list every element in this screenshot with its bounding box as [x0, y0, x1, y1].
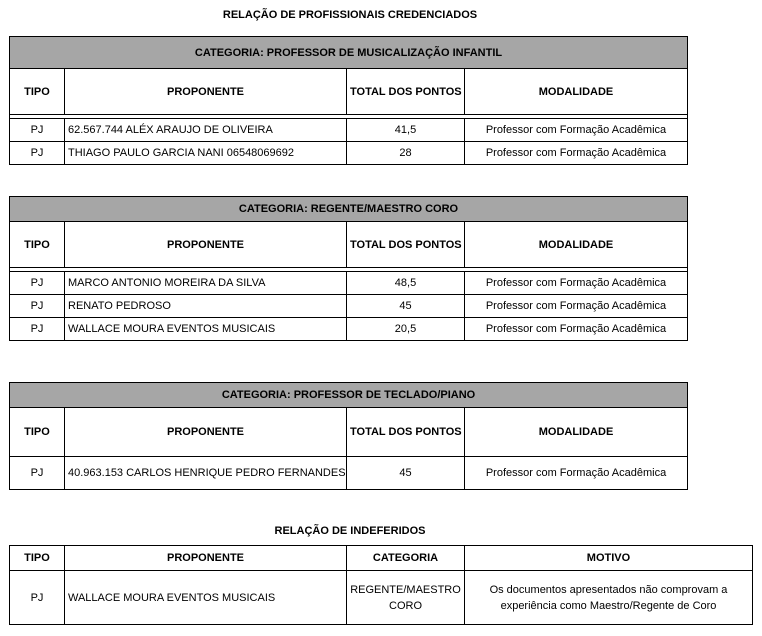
- cell-proponente: 40.963.153 CARLOS HENRIQUE PEDRO FERNANDES: [65, 457, 347, 490]
- cell-modalidade: Professor com Formação Acadêmica: [465, 318, 688, 341]
- cell-proponente: WALLACE MOURA EVENTOS MUSICAIS: [65, 571, 347, 625]
- column-header-total: TOTAL DOS PONTOS: [347, 408, 465, 457]
- table-row: [10, 318, 688, 341]
- column-header-tipo: TIPO: [10, 546, 65, 571]
- category-table-regente: [9, 196, 688, 341]
- cell-total: 45: [347, 295, 465, 318]
- category-table-teclado: [9, 382, 688, 490]
- cell-tipo: PJ: [10, 318, 65, 341]
- cell-motivo: Os documentos apresentados não comprovam a experiência como Maestro/Regente de Coro: [465, 571, 753, 625]
- cell-tipo: PJ: [10, 142, 65, 165]
- table-row: [10, 571, 753, 625]
- category-header: CATEGORIA: PROFESSOR DE TECLADO/PIANO: [10, 383, 688, 408]
- cell-modalidade: Professor com Formação Acadêmica: [465, 119, 688, 142]
- category-table-musicalizacao: [9, 36, 688, 165]
- table-row: [10, 142, 688, 165]
- cell-proponente: WALLACE MOURA EVENTOS MUSICAIS: [65, 318, 347, 341]
- cell-tipo: PJ: [10, 272, 65, 295]
- column-header-modalidade: MODALIDADE: [465, 69, 688, 115]
- cell-total: 20,5: [347, 318, 465, 341]
- column-header-proponente: PROPONENTE: [65, 546, 347, 571]
- column-header-modalidade: MODALIDADE: [465, 222, 688, 268]
- column-header-modalidade: MODALIDADE: [465, 408, 688, 457]
- table-row: [10, 295, 688, 318]
- cell-tipo: PJ: [10, 457, 65, 490]
- indeferidos-title: RELAÇÃO DE INDEFERIDOS: [274, 525, 426, 537]
- cell-total: 28: [347, 142, 465, 165]
- column-header-proponente: PROPONENTE: [65, 408, 347, 457]
- column-header-proponente: PROPONENTE: [65, 69, 347, 115]
- column-header-total: TOTAL DOS PONTOS: [347, 222, 465, 268]
- cell-total: 48,5: [347, 272, 465, 295]
- column-header-tipo: TIPO: [10, 408, 65, 457]
- cell-tipo: PJ: [10, 571, 65, 625]
- cell-total: 41,5: [347, 119, 465, 142]
- column-header-categoria: CATEGORIA: [347, 546, 465, 571]
- column-header-total: TOTAL DOS PONTOS: [347, 69, 465, 115]
- cell-categoria: REGENTE/MAESTRO CORO: [347, 571, 465, 625]
- cell-proponente: MARCO ANTONIO MOREIRA DA SILVA: [65, 272, 347, 295]
- category-header: CATEGORIA: REGENTE/MAESTRO CORO: [10, 197, 688, 222]
- table-row: [10, 272, 688, 295]
- cell-modalidade: Professor com Formação Acadêmica: [465, 142, 688, 165]
- cell-modalidade: Professor com Formação Acadêmica: [465, 295, 688, 318]
- column-header-motivo: MOTIVO: [465, 546, 753, 571]
- cell-modalidade: Professor com Formação Acadêmica: [465, 457, 688, 490]
- cell-tipo: PJ: [10, 119, 65, 142]
- cell-modalidade: Professor com Formação Acadêmica: [465, 272, 688, 295]
- indeferidos-table: [9, 545, 753, 625]
- cell-proponente: 62.567.744 ALÉX ARAUJO DE OLIVEIRA: [65, 119, 347, 142]
- column-header-proponente: PROPONENTE: [65, 222, 347, 268]
- category-header: CATEGORIA: PROFESSOR DE MUSICALIZAÇÃO INFANTIL: [10, 37, 688, 69]
- cell-total: 45: [347, 457, 465, 490]
- cell-tipo: PJ: [10, 295, 65, 318]
- page-title: RELAÇÃO DE PROFISSIONAIS CREDENCIADOS: [222, 9, 478, 21]
- cell-proponente: THIAGO PAULO GARCIA NANI 06548069692: [65, 142, 347, 165]
- column-header-tipo: TIPO: [10, 222, 65, 268]
- column-header-tipo: TIPO: [10, 69, 65, 115]
- cell-proponente: RENATO PEDROSO: [65, 295, 347, 318]
- table-row: [10, 457, 688, 490]
- table-row: [10, 119, 688, 142]
